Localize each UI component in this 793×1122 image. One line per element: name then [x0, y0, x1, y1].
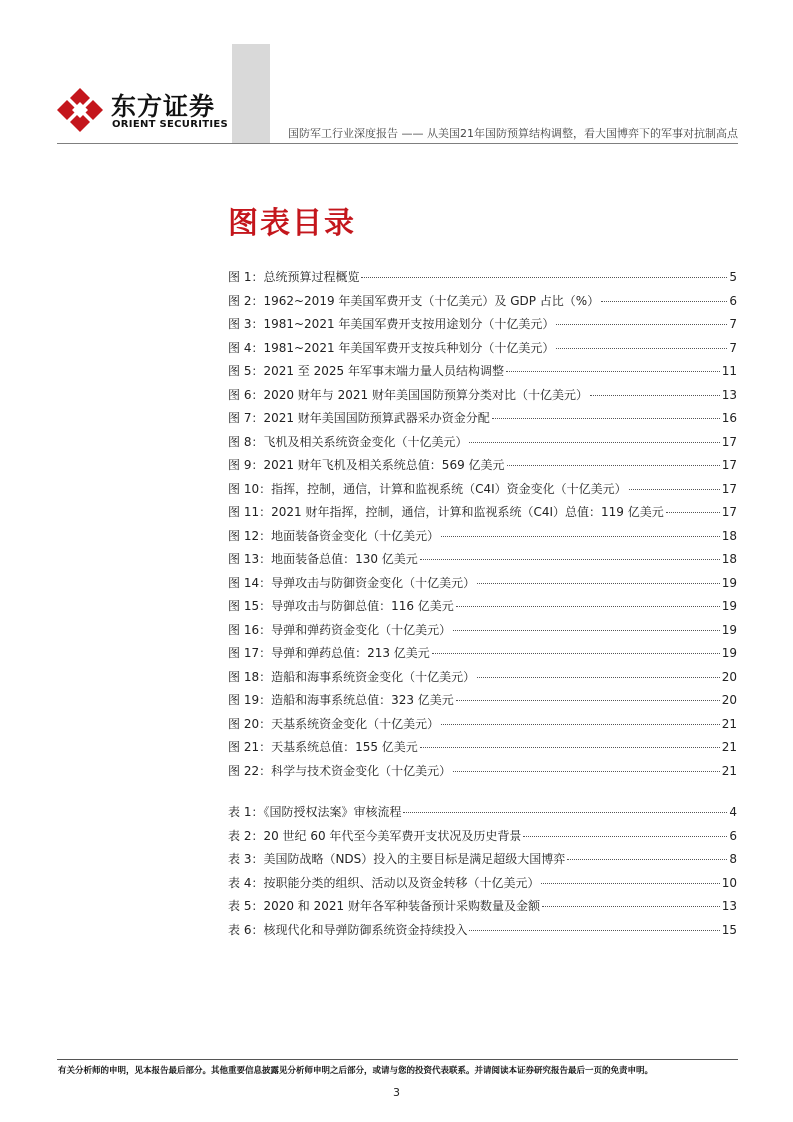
- toc-entry[interactable]: [228, 738, 737, 762]
- toc-entry-label: 图 6：2020 财年与 2021 财年美国国防预算分类对比（十亿美元）: [228, 387, 588, 402]
- toc-entry-label: 图 13：地面装备总值：130 亿美元: [228, 552, 418, 566]
- toc-entry-label: 图 9：2021 财年飞机及相关系统总值：569 亿美元: [228, 458, 505, 472]
- toc-entry-page: 18: [721, 552, 737, 566]
- toc-entry-page: 7: [729, 317, 737, 331]
- toc-entry[interactable]: [228, 550, 737, 574]
- toc-entry-page: 17: [721, 505, 737, 519]
- toc-entry[interactable]: [228, 433, 737, 457]
- figure-list: [228, 268, 737, 785]
- toc-entry[interactable]: [228, 292, 737, 316]
- toc-entry-label: 图 7：2021 财年美国国防预算武器采办资金分配: [228, 411, 490, 425]
- header-gray-bar: [232, 44, 270, 144]
- dot-leader: [441, 536, 720, 537]
- toc-entry-label: 图 4：1981~2021 年美国军费开支按兵种划分（十亿美元）: [228, 340, 555, 355]
- toc-entry-label: 图 20：天基系统资金变化（十亿美元）: [228, 716, 440, 731]
- toc-entry[interactable]: [228, 480, 737, 504]
- dot-leader: [629, 489, 720, 490]
- toc-entry[interactable]: [228, 668, 737, 692]
- table-list: [228, 803, 737, 944]
- dot-leader: [506, 371, 720, 372]
- toc-entry-page: 19: [721, 646, 737, 660]
- toc-entry-page: 6: [729, 828, 737, 843]
- toc-entry[interactable]: [228, 503, 737, 527]
- dot-leader: [420, 747, 720, 748]
- dot-leader: [453, 771, 720, 772]
- dot-leader: [492, 418, 720, 419]
- company-name-en: ORIENT SECURITIES: [112, 119, 229, 130]
- toc-entry-page: 11: [721, 364, 737, 378]
- dot-leader: [469, 442, 719, 443]
- toc-entry-label: 图 5：2021 至 2025 年军事末端力量人员结构调整: [228, 364, 504, 378]
- dot-leader: [477, 583, 720, 584]
- dot-leader: [590, 395, 720, 396]
- dot-leader: [403, 812, 727, 813]
- dot-leader: [441, 724, 720, 725]
- toc-entry[interactable]: [228, 803, 737, 827]
- dot-leader: [541, 883, 719, 884]
- toc-entry-page: 15: [721, 922, 737, 937]
- toc-entry[interactable]: [228, 921, 737, 945]
- toc-entry-label: 图 8：飞机及相关系统资金变化（十亿美元）: [228, 434, 468, 449]
- toc-entry-page: 17: [721, 458, 737, 472]
- toc-entry-page: 19: [721, 575, 737, 590]
- toc-entry-page: 8: [729, 852, 737, 866]
- toc-entry[interactable]: [228, 827, 737, 851]
- dot-leader: [432, 653, 720, 654]
- toc-entry[interactable]: [228, 850, 737, 874]
- toc-entry-label: 表 4：按职能分类的组织、活动以及资金转移（十亿美元）: [228, 875, 540, 890]
- toc-entry-label: 图 17：导弹和弹药总值：213 亿美元: [228, 646, 430, 660]
- toc-entry[interactable]: [228, 339, 737, 363]
- toc-entry-label: 表 1：《国防授权法案》审核流程: [228, 805, 402, 819]
- toc-entry[interactable]: [228, 762, 737, 786]
- toc-entry-label: 图 10：指挥，控制，通信，计算和监视系统（C4I）资金变化（十亿美元）: [228, 481, 627, 496]
- dot-leader: [361, 277, 727, 278]
- toc-entry-page: 4: [729, 805, 737, 819]
- toc-entry-page: 5: [729, 270, 737, 284]
- toc-entry[interactable]: [228, 362, 737, 386]
- toc-entry[interactable]: [228, 315, 737, 339]
- dot-leader: [542, 906, 720, 907]
- orient-securities-logo-icon: [55, 86, 105, 134]
- toc-entry-label: 图 15：导弹攻击与防御总值：116 亿美元: [228, 599, 454, 613]
- toc-entry[interactable]: [228, 409, 737, 433]
- toc-entry-page: 13: [721, 899, 737, 913]
- toc-entry[interactable]: [228, 874, 737, 898]
- toc-entry-label: 图 14：导弹攻击与防御资金变化（十亿美元）: [228, 575, 476, 590]
- dot-leader: [456, 700, 720, 701]
- dot-leader: [420, 559, 720, 560]
- dot-leader: [507, 465, 720, 466]
- toc-entry-page: 20: [721, 693, 737, 707]
- toc-entry-page: 7: [729, 340, 737, 355]
- toc-entry-page: 10: [721, 875, 737, 890]
- toc-entry-label: 表 6：核现代化和导弹防御系统资金持续投入: [228, 922, 468, 937]
- toc-entry-page: 20: [721, 669, 737, 684]
- toc-entry-label: 表 3：美国防战略（NDS）投入的主要目标是满足超级大国博弈: [228, 852, 566, 866]
- report-title: 国防军工行业深度报告 —— 从美国21年国防预算结构调整，看大国博弈下的军事对抗制高点: [288, 127, 738, 140]
- footer-disclaimer: 有关分析师的申明，见本报告最后部分。其他重要信息披露见分析师申明之后部分，或请与您的投资代表联系。并请阅读本证券研究报告最后一页的免责申明。: [58, 1066, 654, 1076]
- toc-entry[interactable]: [228, 574, 737, 598]
- toc-entry-page: 16: [721, 411, 737, 425]
- toc-entry-label: 图 1：总统预算过程概览: [228, 270, 360, 284]
- toc-entry-page: 19: [721, 622, 737, 637]
- toc-entry[interactable]: [228, 897, 737, 921]
- toc-entry-label: 图 16：导弹和弹药资金变化（十亿美元）: [228, 622, 452, 637]
- dot-leader: [556, 348, 727, 349]
- toc-entry-label: 表 5：2020 和 2021 财年各军种装备预计采购数量及金额: [228, 899, 540, 913]
- toc-entry-page: 21: [721, 716, 737, 731]
- toc-entry[interactable]: [228, 644, 737, 668]
- toc-entry[interactable]: [228, 621, 737, 645]
- toc-entry-label: 图 19：造船和海事系统总值：323 亿美元: [228, 693, 454, 707]
- toc-entry-page: 18: [721, 528, 737, 543]
- toc-entry[interactable]: [228, 386, 737, 410]
- toc-entry-page: 19: [721, 599, 737, 613]
- dot-leader: [453, 630, 720, 631]
- toc-entry-label: 图 11：2021 财年指挥，控制，通信，计算和监视系统（C4I）总值：119 亿美元: [228, 505, 664, 519]
- toc-entry[interactable]: [228, 691, 737, 715]
- dot-leader: [477, 677, 720, 678]
- toc-entry[interactable]: [228, 527, 737, 551]
- toc-entry-page: 17: [721, 434, 737, 449]
- toc-entry-label: 图 12：地面装备资金变化（十亿美元）: [228, 528, 440, 543]
- toc-heading: 图表目录: [228, 206, 356, 241]
- header-divider: [57, 143, 738, 144]
- page-number: 3: [393, 1086, 400, 1099]
- toc-entry-page: 21: [721, 740, 737, 754]
- dot-leader: [567, 859, 727, 860]
- toc-entry[interactable]: [228, 456, 737, 480]
- toc-entry-label: 图 22：科学与技术资金变化（十亿美元）: [228, 763, 452, 778]
- toc-entry-label: 图 21：天基系统总值：155 亿美元: [228, 740, 418, 754]
- dot-leader: [556, 324, 727, 325]
- toc-entry-page: 13: [721, 387, 737, 402]
- toc-entry-label: 图 18：造船和海事系统资金变化（十亿美元）: [228, 669, 476, 684]
- toc-entry-label: 表 2：20 世纪 60 年代至今美军费开支状况及历史背景: [228, 828, 522, 843]
- dot-leader: [523, 836, 727, 837]
- company-name-cn: 东方证券: [111, 92, 216, 121]
- toc-entry[interactable]: [228, 597, 737, 621]
- toc-entry-page: 21: [721, 763, 737, 778]
- dot-leader: [666, 512, 720, 513]
- toc-entry-label: 图 3：1981~2021 年美国军费开支按用途划分（十亿美元）: [228, 317, 555, 331]
- dot-leader: [456, 606, 720, 607]
- dot-leader: [469, 930, 719, 931]
- toc-entry[interactable]: [228, 268, 737, 292]
- toc-entry-page: 6: [729, 293, 737, 308]
- footer-divider: [57, 1059, 738, 1060]
- toc-entry-page: 17: [721, 481, 737, 496]
- company-logo: [55, 86, 235, 136]
- toc-entry-label: 图 2：1962~2019 年美国军费开支（十亿美元）及 GDP 占比（%）: [228, 293, 600, 308]
- toc-entry[interactable]: [228, 715, 737, 739]
- dot-leader: [601, 301, 727, 302]
